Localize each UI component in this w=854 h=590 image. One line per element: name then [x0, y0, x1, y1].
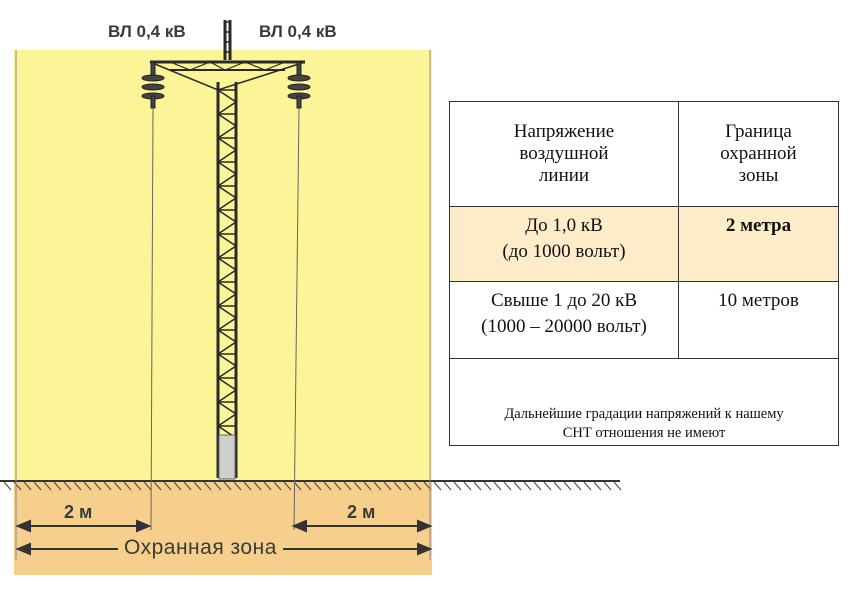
table-note-row	[450, 359, 839, 446]
table-note: Дальнейшие градации напряжений к нашему СНТ отношения не имеют	[450, 359, 839, 446]
header-voltage: Напряжение воздушной линии	[450, 102, 679, 207]
dimension-left-label: 2 м	[64, 502, 93, 522]
table-row	[450, 282, 839, 359]
line-label-left: ВЛ 0,4 кВ	[108, 22, 186, 41]
row-boundary: 10 метров	[679, 282, 839, 359]
header-boundary: Граница охранной зоны	[679, 102, 839, 207]
line-label-right: ВЛ 0,4 кВ	[259, 22, 337, 41]
protection-zone-label: Охранная зона	[118, 536, 283, 560]
table-header-row	[450, 102, 839, 207]
protection-zone-table	[449, 101, 839, 446]
row-voltage: Свыше 1 до 20 кВ (1000 – 20000 вольт)	[450, 282, 679, 359]
ground-area	[14, 482, 432, 575]
row-voltage: До 1,0 кВ (до 1000 вольт)	[450, 207, 679, 282]
table-row	[450, 207, 839, 282]
dimension-right-label: 2 м	[347, 502, 376, 522]
row-boundary: 2 метра	[679, 207, 839, 282]
